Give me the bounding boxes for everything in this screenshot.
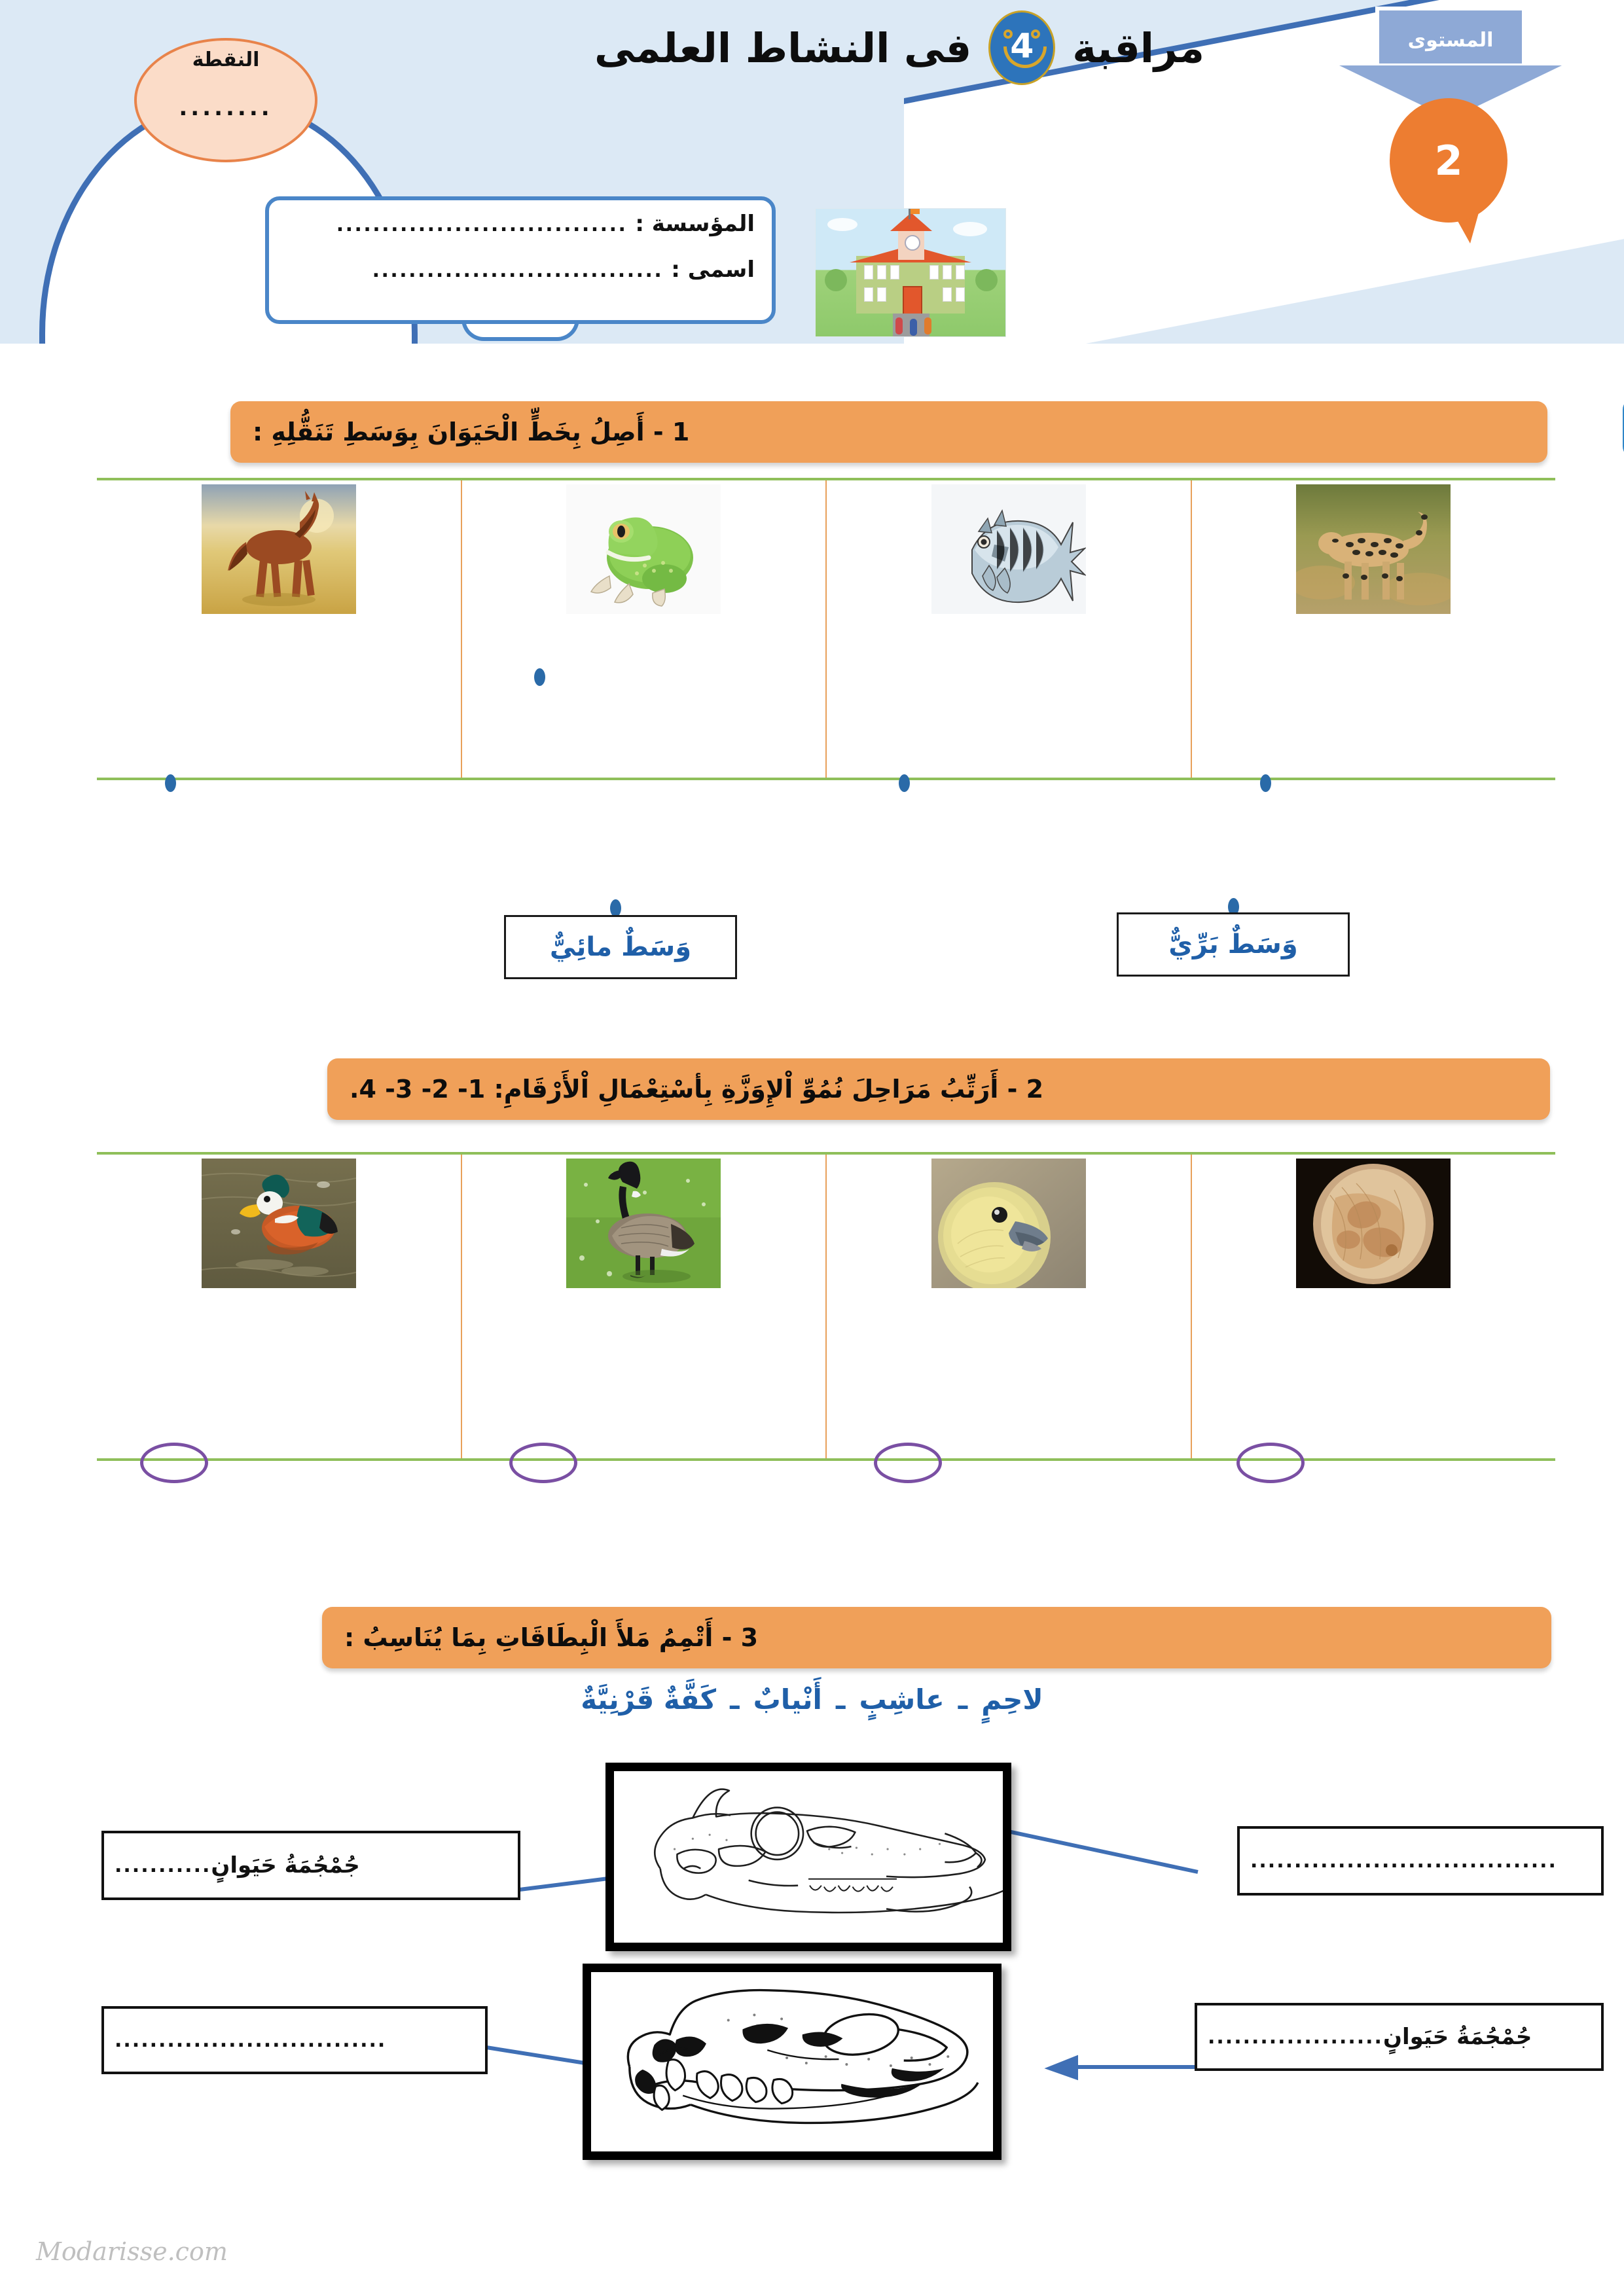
exercise2-image-grid xyxy=(97,1152,1555,1461)
word-bank-separator: ـ xyxy=(730,1683,740,1716)
cloud-icon xyxy=(827,218,857,231)
exercise1-connector-dot-horse[interactable] xyxy=(165,774,176,792)
tree-icon xyxy=(825,269,847,291)
exercise1-connector-dot-leopard[interactable] xyxy=(1260,774,1271,792)
herbivore-skull-image xyxy=(605,1763,1011,1951)
flag-icon xyxy=(909,208,911,219)
exercise3-top-right-label-box[interactable] xyxy=(1237,1826,1604,1896)
level-arrow xyxy=(1339,7,1562,111)
window-icon xyxy=(890,265,899,279)
fish-photo xyxy=(931,484,1086,614)
word-bank-separator: ـ xyxy=(958,1683,968,1716)
exercise3-bottom-left-blank[interactable]: ............................... xyxy=(115,2028,387,2052)
level-badge xyxy=(1390,98,1507,223)
exercise3-word-bank xyxy=(0,1683,1624,1716)
window-icon xyxy=(864,265,873,279)
student-info-card xyxy=(265,196,776,324)
exercise2-header xyxy=(327,1058,1550,1120)
smiley-face-icon xyxy=(988,10,1055,85)
exercise2-cell-gosling[interactable] xyxy=(825,1155,1191,1458)
exercise2-answer-circle-3[interactable] xyxy=(509,1443,577,1483)
student-figure-icon xyxy=(910,319,917,336)
exercise1-cell-frog[interactable] xyxy=(461,480,826,778)
exercise1-cell-fish[interactable] xyxy=(825,480,1191,778)
word-bank-item-1: لاحِمٍ xyxy=(981,1683,1043,1716)
exercise3-instruction: 3 - أَتْمِمُ مَلأَ الْبِطَاقَاتِ بِمَا يُنَاسِبُ : xyxy=(344,1623,759,1652)
exercise1-instruction: 1 - أَصِلُ بِخَطٍّ الْحَيَوَانَ بِوَسَطِ تَنَقُّلِهِ : xyxy=(253,418,690,446)
exercise2-instruction: 2 - أَرَتِّبُ مَرَاحِلَ نُمُوِّ اْلإِوَزَّةِ بِأسْتِعْمَالِ اْلأَرْقَامِ: 1- 2- 3- 4. xyxy=(350,1075,1044,1104)
frog-photo xyxy=(566,484,721,614)
leopard-photo xyxy=(1296,484,1451,614)
word-bank-item-4: كَفَّةٌ قَرْنِيَّةٌ xyxy=(581,1683,717,1716)
word-bank-item-3: أَنْيابٌ xyxy=(753,1683,822,1716)
name-label: اسمى : xyxy=(671,257,755,283)
institution-field[interactable]: ................................ xyxy=(336,213,628,236)
herbivore-skull-drawing xyxy=(614,1771,1003,1943)
exercise2-cell-duck[interactable] xyxy=(97,1155,461,1458)
carnivore-skull-drawing xyxy=(591,1972,993,2151)
school-tower-roof xyxy=(890,213,932,231)
exercise1-cell-leopard[interactable] xyxy=(1191,480,1556,778)
level-label: المستوى xyxy=(1407,28,1494,52)
adult-goose-photo xyxy=(566,1159,721,1288)
exercise1-cell-horse[interactable] xyxy=(97,480,461,778)
exercise1-connector-dot-fish[interactable] xyxy=(899,774,910,792)
page-title-left: فى النشاط العلمى xyxy=(594,24,972,72)
exercise2-answer-circle-1[interactable] xyxy=(1236,1443,1305,1483)
clock-icon xyxy=(905,235,920,251)
duck-on-water-photo xyxy=(202,1159,356,1288)
exercise2-cell-adult-goose[interactable] xyxy=(461,1155,826,1458)
exercise3-bottom-right-label-box[interactable] xyxy=(1195,2003,1604,2071)
exercise1-connector-dot-frog[interactable] xyxy=(534,668,545,686)
exercise1-category-label-terrestrial: وَسَطٌ بَرِّيٌّ xyxy=(1168,929,1298,960)
school-door xyxy=(903,286,922,316)
exercise1-category-dot-aquatic[interactable] xyxy=(610,899,621,917)
institution-row xyxy=(286,211,755,237)
exercise3-bottom-left-label-box[interactable] xyxy=(101,2006,488,2074)
word-bank-item-2: عاشِبٍ xyxy=(859,1683,945,1716)
score-oval xyxy=(134,38,317,162)
window-icon xyxy=(864,287,873,302)
exercise3-bottom-right-blank[interactable]: .................... xyxy=(1208,2025,1383,2049)
horse-photo xyxy=(202,484,356,614)
exercise2-answer-circle-2[interactable] xyxy=(874,1443,942,1483)
embryo-in-egg-photo xyxy=(1296,1159,1451,1288)
window-icon xyxy=(956,287,965,302)
score-dots: ........ xyxy=(179,95,273,121)
header-white-strip xyxy=(0,344,1624,393)
exercise2-cell-embryo[interactable] xyxy=(1191,1155,1556,1458)
window-icon xyxy=(877,265,886,279)
page-title-right: مراقبة xyxy=(1072,24,1204,72)
exercise1-category-label-aquatic: وَسَطٌ مائِيٌّ xyxy=(549,932,692,962)
exercise3-header xyxy=(322,1607,1551,1668)
word-bank-separator: ـ xyxy=(835,1683,846,1716)
score-label: النقطة xyxy=(192,48,260,71)
exercise1-header xyxy=(230,401,1547,463)
window-icon xyxy=(956,265,965,279)
footer-watermark: Modarisse.com xyxy=(36,2237,228,2266)
smiley-number: 4 xyxy=(1010,27,1034,66)
school-building-illustration xyxy=(815,208,1006,337)
window-icon xyxy=(929,265,939,279)
level-arrow-shaft xyxy=(1375,7,1526,69)
exercise1-category-box-aquatic[interactable] xyxy=(504,915,737,979)
name-row xyxy=(286,257,755,283)
carnivore-skull-image xyxy=(583,1964,1001,2160)
institution-label: المؤسسة : xyxy=(635,211,755,237)
gosling-photo xyxy=(931,1159,1086,1288)
exercise3-bottom-right-label: جُمْجُمَةُ حَيَوانٍ xyxy=(1382,2024,1532,2050)
exercise2-answer-circle-4[interactable] xyxy=(140,1443,208,1483)
tree-icon xyxy=(975,269,998,291)
window-icon xyxy=(877,287,886,302)
exercise3-top-left-label-box[interactable] xyxy=(101,1831,520,1900)
window-icon xyxy=(943,265,952,279)
exercise3-top-left-label: جُمْجُمَةُ حَيَوانٍ xyxy=(211,1852,360,1879)
student-figure-icon xyxy=(895,317,903,334)
page-title xyxy=(419,12,1204,84)
exercise3-top-left-blank[interactable]: ........... xyxy=(115,1854,211,1877)
student-figure-icon xyxy=(924,317,931,334)
cloud-icon xyxy=(953,222,987,236)
exercise1-category-box-terrestrial[interactable] xyxy=(1117,912,1350,977)
exercise3-top-right-blank[interactable]: ................................... xyxy=(1250,1849,1557,1873)
name-field[interactable]: ................................ xyxy=(372,259,664,282)
exercise1-image-grid xyxy=(97,478,1555,780)
window-icon xyxy=(943,287,952,302)
level-number: 2 xyxy=(1434,136,1463,185)
